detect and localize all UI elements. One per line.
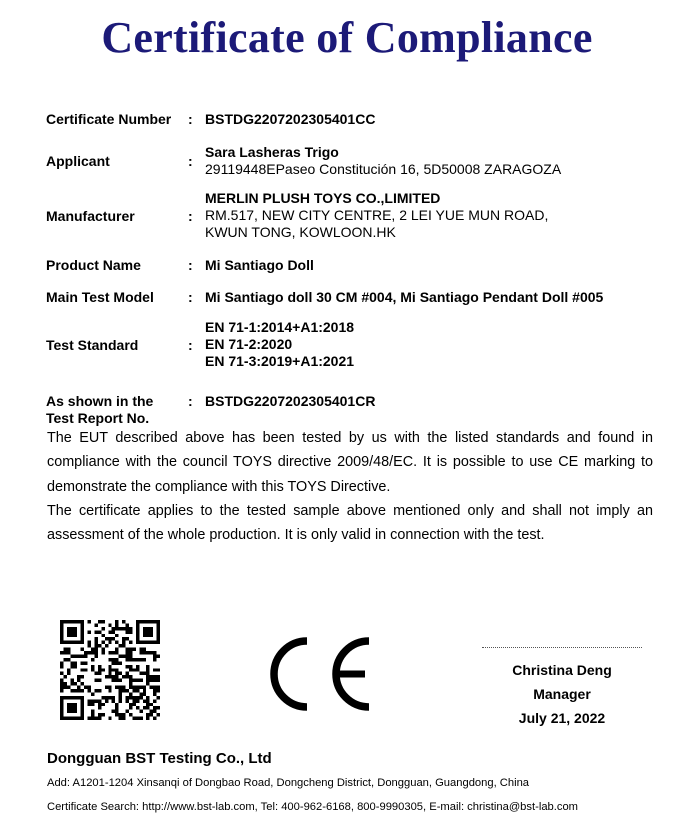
certificate-number-label: Certificate Number <box>46 111 172 127</box>
colon: : <box>188 208 193 224</box>
test-standard-label: Test Standard <box>46 337 139 353</box>
company-contact: Certificate Search: http://www.bst-lab.com, Tel: 400-962-6168, 800-9990305, E-mail: christina@bst-lab.com <box>47 801 578 813</box>
test-report-label-line2: Test Report No. <box>46 410 150 426</box>
main-test-model-label: Main Test Model <box>46 289 154 305</box>
statement-line: The EUT described above has been tested by us with the listed standards and found in <box>47 430 653 446</box>
colon: : <box>188 393 193 409</box>
company-address: Add: A1201-1204 Xinsanqi of Dongbao Road, Dongcheng District, Dongguan, Guangdong, China <box>47 777 530 789</box>
applicant-name: Sara Lasheras Trigo <box>205 144 339 160</box>
signature-date: July 21, 2022 <box>518 710 606 726</box>
statement-line: The certificate applies to the tested sample above mentioned only and shall not imply an <box>47 502 653 519</box>
statement-line: assessment of the whole production. It is only valid in connection with the test. <box>47 527 545 544</box>
test-standard-item: EN 71-2:2020 <box>205 336 293 352</box>
product-name-value: Mi Santiago Doll <box>205 257 314 273</box>
compliance-statement <box>47 426 653 547</box>
manufacturer-address-line2: KWUN TONG, KOWLOON.HK <box>205 224 396 240</box>
qr-code-icon <box>60 620 160 720</box>
certificate-title: Certificate of Compliance <box>101 13 593 62</box>
test-report-label-line1: As shown in the <box>46 393 154 409</box>
statement-line: demonstrate the compliance with this TOYS Directive. <box>47 478 391 495</box>
signatory-title: Manager <box>533 686 591 702</box>
statement-line: compliance with the council TOYS directive 2009/48/EC. It is possible to use CE marking to <box>47 454 653 471</box>
colon: : <box>188 153 193 169</box>
main-test-model-value: Mi Santiago doll 30 CM #004, Mi Santiago Pendant Doll #005 <box>205 289 604 305</box>
applicant-address: 29119448EPaseo Constitución 16, 5D50008 ZARAGOZA <box>205 161 562 177</box>
colon: : <box>188 257 193 273</box>
colon: : <box>188 289 193 305</box>
company-name: Dongguan BST Testing Co., Ltd <box>47 750 272 767</box>
manufacturer-label: Manufacturer <box>46 208 135 224</box>
ce-mark-icon <box>263 636 375 712</box>
certificate-number-value: BSTDG2207202305401CC <box>205 111 376 127</box>
product-name-label: Product Name <box>46 257 141 273</box>
signatory-name: Christina Deng <box>512 662 612 678</box>
manufacturer-address-line1: RM.517, NEW CITY CENTRE, 2 LEI YUE MUN ROAD, <box>205 207 549 223</box>
applicant-label: Applicant <box>46 153 110 169</box>
test-standard-item: EN 71-1:2014+A1:2018 <box>205 319 355 335</box>
test-standard-item: EN 71-3:2019+A1:2021 <box>205 353 355 369</box>
colon: : <box>188 111 193 127</box>
manufacturer-name: MERLIN PLUSH TOYS CO.,LIMITED <box>205 190 441 206</box>
signature-line <box>482 647 642 648</box>
colon: : <box>188 337 193 353</box>
test-report-value: BSTDG2207202305401CR <box>205 393 376 409</box>
